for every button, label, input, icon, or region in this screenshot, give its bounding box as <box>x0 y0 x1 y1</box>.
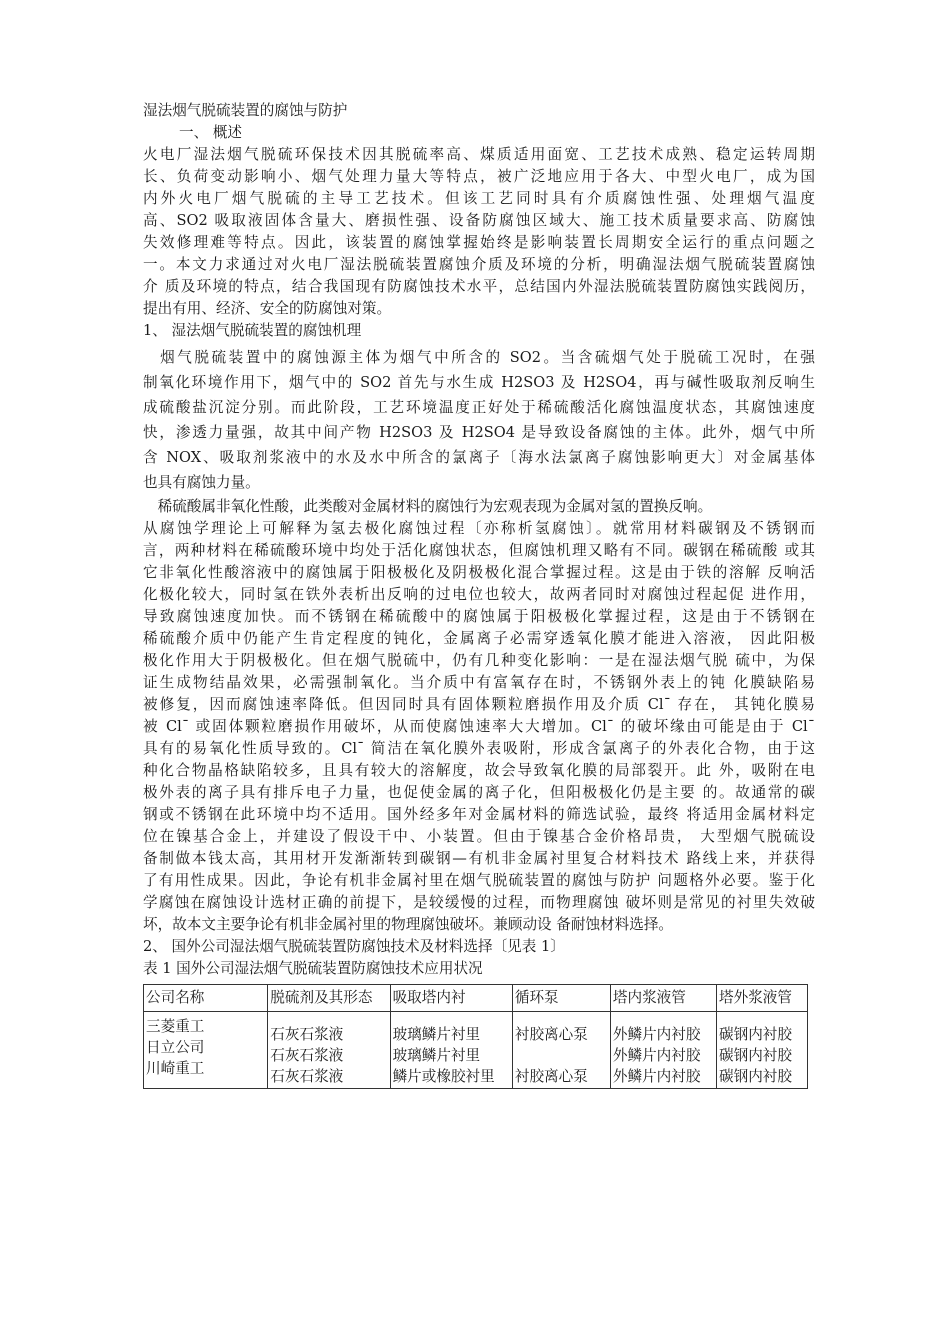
text-line: 化极化较大，同时氢在铁外表析出反响的过电位也较大，故两者同时对腐蚀过程起促 进作用， <box>143 586 815 603</box>
table-header-cell: 塔内浆液管 <box>610 985 716 1012</box>
text-line: 钢或不锈钢在此环境中均不适用。国外经多年对金属材料的筛选试验，最终 将适用金属材料定 <box>143 806 815 823</box>
section-heading-foreign-tech: 2、 国外公司湿法烟气脱硫装置防腐蚀技术及材料选择〔见表 1〕 <box>143 938 565 955</box>
circulation-pump <box>515 1045 608 1066</box>
text-line: 失效修理难等特点。因此，该装置的腐蚀掌握始终是影响装置长周期安全运行的重点问题之 <box>143 234 815 251</box>
text-line: 内外火电厂烟气脱硫的主导工艺技术。但该工艺同时具有介质腐蚀性强、处理烟气温度 <box>143 190 815 207</box>
text-line: 烟气脱硫装置中的腐蚀源主体为烟气中所含的 SO2。当含硫烟气处于脱硫工况时，在强 <box>143 349 815 366</box>
text-line: 它非氧化性酸溶液中的腐蚀属于阳极极化及阴极极化混合掌握过程。这是由于铁的溶解 反响活 <box>143 564 815 581</box>
table-cell <box>268 1012 390 1089</box>
table-cell <box>717 1012 808 1089</box>
company-name: 川崎重工 <box>146 1060 205 1077</box>
text-line: 介 质及环境的特点，结合我国现有防腐蚀技术水平，总结国内外湿法脱硫装置防腐蚀实践阅历， <box>143 278 815 295</box>
text-line: 种化合物晶格缺陷较多，且具有较大的溶解度，故会导致氧化膜的局部裂开。此 外，吸附在电 <box>143 762 815 779</box>
text-line: 证生成物结晶效果，必需强制氧化。当介质中有富氧存在时，不锈钢外表上的钝 化膜缺陷易 <box>143 674 815 691</box>
tower-lining: 玻璃鳞片衬里 <box>392 1047 481 1064</box>
table-header-cell: 循环泵 <box>512 985 610 1012</box>
text-line: 了有用性成果。因此，争论有机非金属衬里在烟气脱硫装置的腐蚀与防护 问题格外必要。鉴于化 <box>143 872 815 889</box>
table-header-cell: 塔外浆液管 <box>717 985 808 1012</box>
company-name: 三菱重工 <box>146 1018 205 1035</box>
circulation-pump: 衬胶离心泵 <box>514 1026 588 1043</box>
paragraph-mechanism <box>143 345 815 495</box>
text-line: 被 Clˉ 或固体颗粒磨损作用破坏，从而使腐蚀速率大大增加。Clˉ 的破坏缘由可能是由于 Clˉ <box>143 718 815 735</box>
text-line: 火电厂湿法烟气脱硫环保技术因其脱硫率高、煤质适用面宽、工艺技术成熟、稳定运转周期 <box>143 146 815 163</box>
table-cell <box>390 1012 512 1089</box>
inner-slurry-pipe: 外鳞片内衬胶 <box>612 1047 701 1064</box>
document-title: 湿法烟气脱硫装置的腐蚀与防护 <box>143 102 348 119</box>
company-name: 日立公司 <box>146 1039 205 1056</box>
desulfurizer: 石灰石浆液 <box>270 1068 344 1085</box>
text-line: 极化作用大于阴极极化。但在烟气脱硫中，仍有几种变化影响：一是在湿法烟气脱 硫中，为保 <box>143 652 815 669</box>
table-cell <box>610 1012 716 1089</box>
outer-slurry-pipe: 碳钢内衬胶 <box>719 1026 792 1043</box>
desulfurizer: 石灰石浆液 <box>270 1047 344 1064</box>
table-header-cell: 脱硫剂及其形态 <box>268 985 390 1012</box>
text-line: 长、负荷变动影响小、烟气处理力量大等特点，被广泛地应用于各大、中型火电厂，成为国 <box>143 168 815 185</box>
text-line: 学腐蚀在腐蚀设计选材正确的前提下，是较缓慢的过程，而物理腐蚀 破坏则是常见的衬里失效破 <box>143 894 815 911</box>
desulfurizer: 石灰石浆液 <box>270 1026 344 1043</box>
text-line: 成硫酸盐沉淀分别。而此阶段，工艺环境温度正好处于稀硫酸活化腐蚀温度状态，其腐蚀速度 <box>143 399 815 416</box>
corrosion-tech-table <box>143 984 808 1089</box>
paragraph-sulfuric-acid <box>143 496 815 936</box>
table-cell <box>512 1012 610 1089</box>
text-line: 也具有腐蚀力量。 <box>143 474 260 491</box>
section-heading-overview: 一、 概述 <box>179 124 243 141</box>
text-line: 导致腐蚀速度加快。而不锈钢在稀硫酸中的腐蚀属于阳极极化掌握过程，这是由于不锈钢在 <box>143 608 815 625</box>
inner-slurry-pipe: 外鳞片内衬胶 <box>612 1026 701 1043</box>
text-line: 提出有用、经济、安全的防腐蚀对策。 <box>143 300 392 317</box>
text-line: 稀硫酸属非氧化性酸，此类酸对金属材料的腐蚀行为宏观表现为金属对氢的置换反响。 <box>143 498 713 515</box>
table-cell <box>144 1012 268 1089</box>
table-row <box>144 1012 808 1089</box>
outer-slurry-pipe: 碳钢内衬胶 <box>719 1068 792 1085</box>
text-line: 被修复，因而腐蚀速率降低。但因同时具有固体颗粒磨损作用及介质 Clˉ 存在， 其钝化膜易 <box>143 696 815 713</box>
table-caption: 表 1 国外公司湿法烟气脱硫装置防腐蚀技术应用状况 <box>143 960 483 977</box>
text-line: 快，渗透力量强，故其中间产物 H2SO3 及 H2SO4 是导致设备腐蚀的主体。此外，烟气中所 <box>143 424 815 441</box>
table-header-cell: 吸取塔内衬 <box>390 985 512 1012</box>
document-page <box>143 100 815 1089</box>
text-line: 稀硫酸介质中仍能产生肯定程度的钝化，金属离子必需穿透氧化膜才能进入溶液， 因此阳极 <box>143 630 815 647</box>
tower-lining: 鳞片或橡胶衬里 <box>392 1068 495 1085</box>
text-line: 具有的易氧化性质导致的。Clˉ 简洁在氧化膜外表吸附，形成含氯离子的外表化合物，由于这 <box>143 740 815 757</box>
circulation-pump: 衬胶离心泵 <box>514 1068 588 1085</box>
text-line: 从腐蚀学理论上可解释为氢去极化腐蚀过程〔亦称析氢腐蚀〕。就常用材料碳钢及不锈钢而 <box>143 520 815 537</box>
inner-slurry-pipe: 外鳞片内衬胶 <box>612 1068 701 1085</box>
text-line: 制氧化环境作用下，烟气中的 SO2 首先与水生成 H2SO3 及 H2SO4，再与碱性吸取剂反响生 <box>143 374 815 391</box>
text-line: 含 NOX、吸取剂浆液中的水及水中所含的氯离子〔海水法氯离子腐蚀影响更大〕对金属基体 <box>143 449 815 466</box>
text-line: 备制做本钱太高，其用材开发渐渐转到碳钢—有机非金属衬里复合材料技术 路线上来，并获得 <box>143 850 815 867</box>
paragraph-overview <box>143 144 815 320</box>
text-line: 一。本文力求通过对火电厂湿法脱硫装置腐蚀介质及环境的分析，明确湿法烟气脱硫装置腐蚀 <box>143 256 815 273</box>
text-line: 坏，故本文主要争论有机非金属衬里的物理腐蚀破坏。兼顾动设 备耐蚀材料选择。 <box>143 916 674 933</box>
outer-slurry-pipe: 碳钢内衬胶 <box>719 1047 792 1064</box>
text-line: 位在镍基合金上，并建设了假设干中、小装置。但由于镍基合金价格昂贵， 大型烟气脱硫设 <box>143 828 815 845</box>
tower-lining: 玻璃鳞片衬里 <box>392 1026 481 1043</box>
table-header-row <box>144 985 808 1012</box>
section-heading-mechanism: 1、 湿法烟气脱硫装置的腐蚀机理 <box>143 322 362 339</box>
text-line: 言，两种材料在稀硫酸环境中均处于活化腐蚀状态，但腐蚀机理又略有不同。碳钢在稀硫酸 或其 <box>143 542 815 559</box>
text-line: 高、SO2 吸取液固体含量大、磨损性强、设备防腐蚀区域大、施工技术质量要求高、防腐蚀 <box>143 212 815 229</box>
table-header-cell: 公司名称 <box>144 985 268 1012</box>
text-line: 极外表的离子具有排斥电子力量，也促使金属的离子化，但阳极极化仍是主要 的。故通常的碳 <box>143 784 815 801</box>
